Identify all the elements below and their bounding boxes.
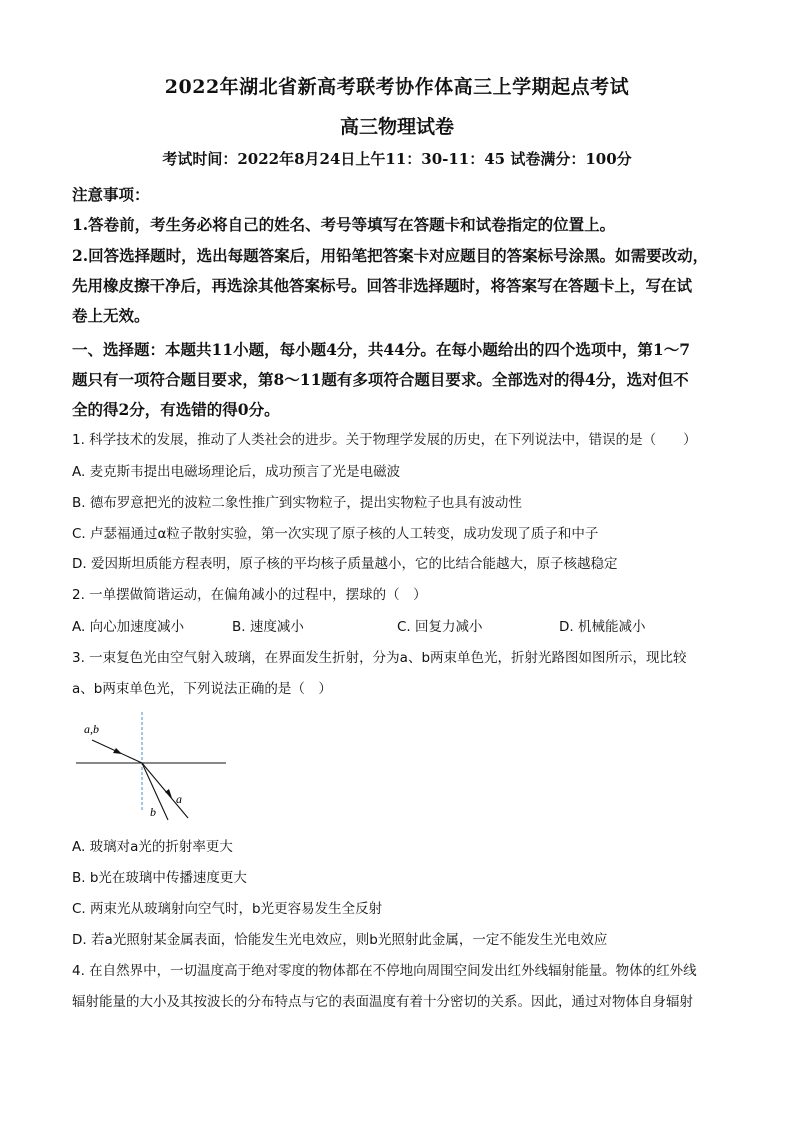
exam-info: 考试时间：2022年8月24日上午11：30-11：45 试卷满分：100分 xyxy=(162,150,632,168)
label-incident: a,b xyxy=(84,722,99,736)
q3-option-b: B. b光在玻璃中传播速度更大 xyxy=(72,870,247,886)
exam-subtitle: 高三物理试卷 xyxy=(339,116,454,138)
q2-option-d: D. 机械能减小 xyxy=(559,619,646,635)
q2-stem: 2. 一单摆做简谐运动，在偏角减小的过程中，摆球的（ ） xyxy=(72,587,427,603)
ray-a-arrow-icon xyxy=(165,789,172,798)
q2-option-c: C. 回复力减小 xyxy=(397,619,483,635)
q2-option-a: A. 向心加速度减小 xyxy=(72,619,185,635)
q3-option-d: D. 若a光照射某金属表面，恰能发生光电效应，则b光照射此金属，一定不能发生光电效应 xyxy=(72,932,608,948)
q4-line-2: 辐射能量的大小及其按波长的分布特点与它的表面温度有着十分密切的关系。因此，通过对物体自身辐射 xyxy=(72,994,693,1010)
exam-title: 2022年湖北省新高考联考协作体高三上学期起点考试 xyxy=(164,76,630,98)
q4-line-1: 4. 在自然界中，一切温度高于绝对零度的物体都在不停地向周围空间发出红外线辐射能量。物体的红外线 xyxy=(72,963,697,979)
notes-heading: 注意事项： xyxy=(72,185,150,204)
q1-option-a: A. 麦克斯韦提出电磁场理论后，成功预言了光是电磁波 xyxy=(72,464,401,480)
section-1-line-1: 一、选择题：本题共11小题，每小题4分，共44分。在每小题给出的四个选项中，第1～7 xyxy=(72,340,690,359)
refraction-diagram xyxy=(70,712,240,827)
note-item-2-line-3: 卷上无效。 xyxy=(72,306,150,325)
note-item-1: 1.答卷前，考生务必将自己的姓名、考号等填写在答题卡和试卷指定的位置上。 xyxy=(72,215,616,234)
q1-option-d: D. 爱因斯坦质能方程表明，原子核的平均核子质量越小，它的比结合能越大，原子核越稳定 xyxy=(72,556,618,572)
q3-option-a: A. 玻璃对a光的折射率更大 xyxy=(72,839,233,855)
incident-arrow-icon xyxy=(113,748,122,754)
q3-stem-line-2: a、b两束单色光，下列说法正确的是（ ） xyxy=(72,681,332,697)
note-item-2-line-2: 先用橡皮擦干净后，再选涂其他答案标号。回答非选择题时，将答案写在答题卡上，写在试 xyxy=(72,276,693,295)
section-1-line-3: 全的得2分，有选错的得0分。 xyxy=(72,400,280,419)
q2-option-b: B. 速度减小 xyxy=(232,619,304,635)
section-1-line-2: 题只有一项符合题目要求，第8～11题有多项符合题目要求。全部选对的得4分，选对但不 xyxy=(72,370,689,389)
q1-option-b: B. 德布罗意把光的波粒二象性推广到实物粒子，提出实物粒子也具有波动性 xyxy=(72,495,522,511)
note-item-2-line-1: 2.回答选择题时，选出每题答案后，用铅笔把答案卡对应题目的答案标号涂黑。如需要改动， xyxy=(72,246,709,265)
label-a: a xyxy=(176,792,182,806)
ray-a xyxy=(142,763,188,818)
q3-stem-line-1: 3. 一束复色光由空气射入玻璃，在界面发生折射，分为a、b两束单色光，折射光路图如图所示，现比较 xyxy=(72,650,687,666)
q3-option-c: C. 两束光从玻璃射向空气时，b光更容易发生全反射 xyxy=(72,901,383,917)
q1-option-c: C. 卢瑟福通过α粒子散射实验，第一次实现了原子核的人工转变，成功发现了质子和中子 xyxy=(72,526,599,542)
q1-stem: 1. 科学技术的发展，推动了人类社会的进步。关于物理学发展的历史，在下列说法中，错误的是（ ） xyxy=(72,432,697,448)
label-b: b xyxy=(150,805,156,819)
q2-options xyxy=(72,612,732,642)
